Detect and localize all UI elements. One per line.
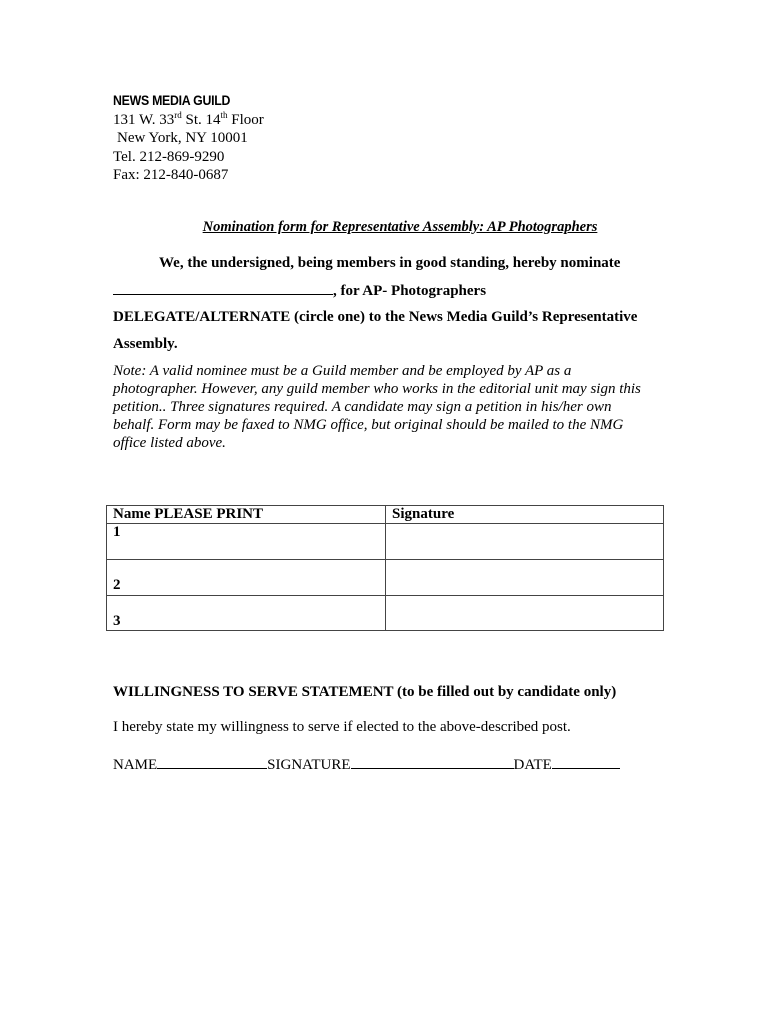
signature-table: [106, 505, 664, 631]
date-blank[interactable]: [552, 755, 620, 769]
nominate-text: We, the undersigned, being members in good standing, hereby nominate: [159, 255, 621, 271]
row-number: 3: [113, 613, 121, 629]
signature-label: SIGNATURE: [267, 757, 351, 773]
signature-cell-1[interactable]: [386, 524, 664, 560]
address-part: Floor: [227, 112, 264, 128]
assembly-line: Assembly.: [113, 336, 178, 352]
name-cell-1[interactable]: [107, 524, 386, 560]
signature-cell-3[interactable]: [386, 596, 664, 631]
tel-number: Tel. 212-869-9290: [113, 149, 225, 165]
form-title-text: Nomination form for Representative Assembly: AP Photographers: [202, 219, 598, 235]
address-sup: rd: [174, 110, 182, 120]
note-paragraph: Note: A valid nominee must be a Guild member and be employed by AP as a photographer. However, any guild member who works in the editorial unit may sign this petition.. Three signatures required. A candidate may sign a petition in his/her own behalf. Form may be faxed to NMG office, but original should be mailed to the NMG office listed above.: [113, 363, 641, 451]
name-blank[interactable]: [157, 755, 267, 769]
nominee-blank[interactable]: [113, 282, 333, 295]
address-part: 131 W. 33: [113, 112, 175, 128]
nominee-line: [113, 282, 486, 300]
willingness-statement: I hereby state my willingness to serve if elected to the above-described post.: [113, 719, 571, 735]
name-label: NAME: [113, 757, 158, 773]
fax-number: Fax: 212-840-0687: [113, 167, 229, 183]
signature-cell-2[interactable]: [386, 560, 664, 596]
form-title: [0, 219, 770, 236]
header-signature: Signature: [386, 506, 664, 524]
date-label: DATE: [513, 757, 552, 773]
address-line-1: [113, 111, 264, 129]
name-cell-3[interactable]: [107, 596, 386, 631]
name-cell-2[interactable]: [107, 560, 386, 596]
table-row: [107, 524, 664, 560]
row-number: 1: [113, 524, 121, 540]
org-name: NEWS MEDIA GUILD: [113, 92, 231, 108]
row-number: 2: [113, 577, 121, 593]
header-name: Name PLEASE PRINT: [107, 506, 386, 524]
table-header-row: [107, 506, 664, 524]
delegate-line: DELEGATE/ALTERNATE (circle one) to the News Media Guild’s Representative: [113, 309, 638, 325]
address-sup: th: [220, 110, 228, 120]
table-row: [107, 560, 664, 596]
nominee-suffix: , for AP- Photographers: [333, 283, 487, 299]
table-row: [107, 596, 664, 631]
address-line-2: New York, NY 10001: [117, 130, 248, 146]
candidate-sign-row: [113, 755, 620, 774]
address-part: St. 14: [181, 112, 221, 128]
signature-blank[interactable]: [351, 755, 514, 769]
willingness-title: WILLINGNESS TO SERVE STATEMENT (to be filled out by candidate only): [113, 684, 617, 700]
